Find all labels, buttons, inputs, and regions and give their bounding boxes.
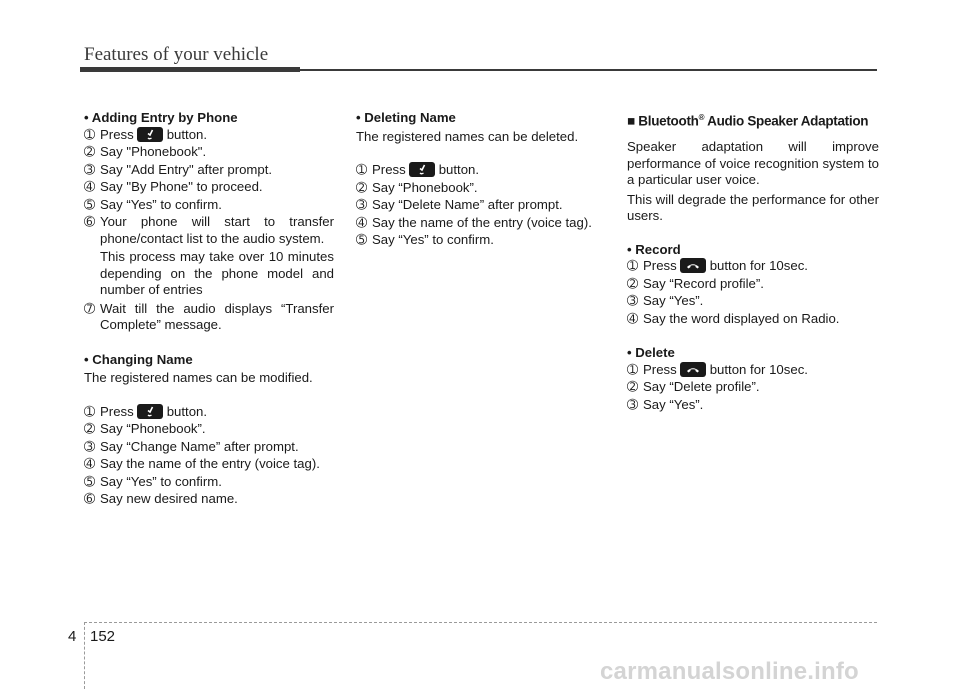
step-text: Say "Add Entry" after prompt.: [100, 161, 273, 177]
record-heading: • Record: [627, 241, 681, 257]
step-text: button.: [166, 403, 208, 419]
step-number: ➃: [84, 456, 96, 471]
record-step-3: [627, 293, 879, 310]
header-rule-thick: [80, 67, 300, 72]
step-number: ➀: [627, 361, 639, 377]
deleting-name-intro: The registered names can be deleted.: [356, 128, 579, 144]
step-text: Press: [100, 403, 134, 419]
deleting-step-2: [356, 180, 606, 197]
step-text: Say "Phonebook".: [100, 144, 207, 159]
step-text: Wait till the audio displays “Transfer Complete” message.: [100, 300, 334, 332]
title-text: ■ Bluetooth: [627, 113, 699, 129]
record-step-2: [627, 276, 879, 293]
voice-talk-icon: [137, 404, 163, 419]
delete-step-3: [627, 397, 879, 414]
step-text: Press: [643, 258, 677, 273]
step-text: Say “Yes” to confirm.: [100, 196, 222, 212]
changing-step-3: [84, 439, 334, 456]
step-number: ➁: [356, 179, 368, 195]
step-number: ➁: [84, 421, 96, 436]
page-number: 152: [90, 628, 116, 645]
deleting-step-5: [356, 232, 606, 249]
changing-step-2: [84, 421, 334, 438]
adding-step-6-continued: This process may take over 10 minutes depending on the phone model and number of entries: [100, 249, 334, 297]
registered-mark: ®: [698, 113, 705, 122]
deleting-step-3: [356, 197, 606, 214]
step-number: ➅: [84, 214, 96, 229]
step-number: ➄: [84, 196, 96, 212]
record-step-1: [627, 258, 879, 275]
step-number: ➃: [84, 179, 96, 194]
changing-step-1: [84, 404, 334, 421]
step-number: ➂: [627, 293, 639, 308]
adding-step-4: [84, 179, 334, 196]
step-number: ➁: [84, 144, 96, 159]
adaptation-paragraph-1: Speaker adaptation will improve performance of voice recognition system to a particular user voice.: [627, 139, 879, 187]
step-text: Press: [100, 126, 134, 142]
changing-name-intro: The registered names can be modified.: [84, 370, 313, 385]
deleting-name-heading: • Deleting Name: [356, 110, 456, 125]
adding-entry-heading: • Adding Entry by Phone: [84, 110, 238, 125]
step-number: ➀: [356, 162, 368, 177]
delete-heading: • Delete: [627, 345, 675, 360]
column-left: [84, 110, 334, 509]
column-right: [627, 110, 879, 414]
changing-name-heading: • Changing Name: [84, 351, 193, 367]
step-number: ➄: [84, 473, 96, 489]
step-text: Say “Change Name” after prompt.: [100, 438, 299, 454]
step-number: ➂: [84, 161, 96, 177]
speaker-adaptation-title: [627, 110, 879, 130]
footer-vertical-divider: [84, 622, 85, 689]
step-number: ➆: [84, 300, 96, 316]
adding-step-5: [84, 197, 334, 214]
adding-step-7: [84, 301, 334, 334]
record-step-4: [627, 311, 879, 328]
deleting-step-4: [356, 215, 606, 232]
step-text: Say new desired name.: [100, 491, 238, 506]
step-text: Say "By Phone" to proceed.: [100, 179, 263, 194]
phone-end-icon: [680, 362, 706, 377]
step-text: Say “Yes”.: [643, 396, 704, 412]
adding-step-1: [84, 127, 334, 144]
voice-talk-icon: [409, 162, 435, 177]
page-section-title: Features of your vehicle: [84, 44, 269, 65]
step-number: ➂: [84, 438, 96, 454]
step-text: Press: [643, 361, 677, 377]
step-number: ➂: [356, 197, 368, 212]
step-text: button for 10sec.: [709, 361, 808, 377]
step-text: Say the word displayed on Radio.: [643, 310, 840, 326]
step-text: Say “Yes”.: [643, 293, 704, 308]
adding-step-3: [84, 162, 334, 179]
header-rule-thin: [300, 69, 877, 71]
step-text: button.: [166, 126, 208, 142]
step-text: Your phone will start to transfer phone/contact list to the audio system.: [100, 214, 334, 246]
delete-step-1: [627, 362, 879, 379]
step-text: Say “Delete profile”.: [643, 379, 760, 394]
changing-step-6: [84, 491, 334, 508]
step-text: Say the name of the entry (voice tag).: [100, 456, 320, 471]
deleting-step-1: [356, 162, 606, 179]
step-number: ➀: [84, 126, 96, 142]
step-number: ➂: [627, 396, 639, 412]
step-text: Say “Phonebook”.: [100, 421, 206, 436]
step-number: ➄: [356, 232, 368, 247]
delete-step-2: [627, 379, 879, 396]
step-text: Say “Delete Name” after prompt.: [372, 197, 563, 212]
changing-step-5: [84, 474, 334, 491]
step-number: ➀: [84, 403, 96, 419]
step-number: ➅: [84, 491, 96, 506]
voice-talk-icon: [137, 127, 163, 142]
step-text: Say the name of the entry (voice tag).: [372, 214, 592, 230]
step-number: ➃: [627, 310, 639, 326]
step-number: ➁: [627, 275, 639, 291]
step-text: Press: [372, 162, 406, 177]
chapter-number: 4: [68, 628, 77, 645]
phone-end-icon: [680, 258, 706, 273]
adding-step-6: [84, 214, 334, 247]
title-text: Audio Speaker Adaptation: [704, 113, 869, 129]
step-text: button.: [438, 162, 480, 177]
footer-divider: [84, 622, 877, 623]
step-text: Say “Record profile”.: [643, 275, 764, 291]
adaptation-paragraph-2: This will degrade the performance for other users.: [627, 191, 879, 223]
adding-step-2: [84, 144, 334, 161]
step-number: ➁: [627, 379, 639, 394]
step-text: Say “Yes” to confirm.: [372, 232, 494, 247]
step-number: ➃: [356, 214, 368, 230]
step-text: Say “Yes” to confirm.: [100, 473, 222, 489]
column-middle: [356, 110, 606, 250]
step-number: ➀: [627, 258, 639, 273]
step-text: Say “Phonebook”.: [372, 179, 478, 195]
step-text: button for 10sec.: [709, 258, 808, 273]
watermark: carmanualsonline.info: [600, 658, 859, 685]
changing-step-4: [84, 456, 334, 473]
